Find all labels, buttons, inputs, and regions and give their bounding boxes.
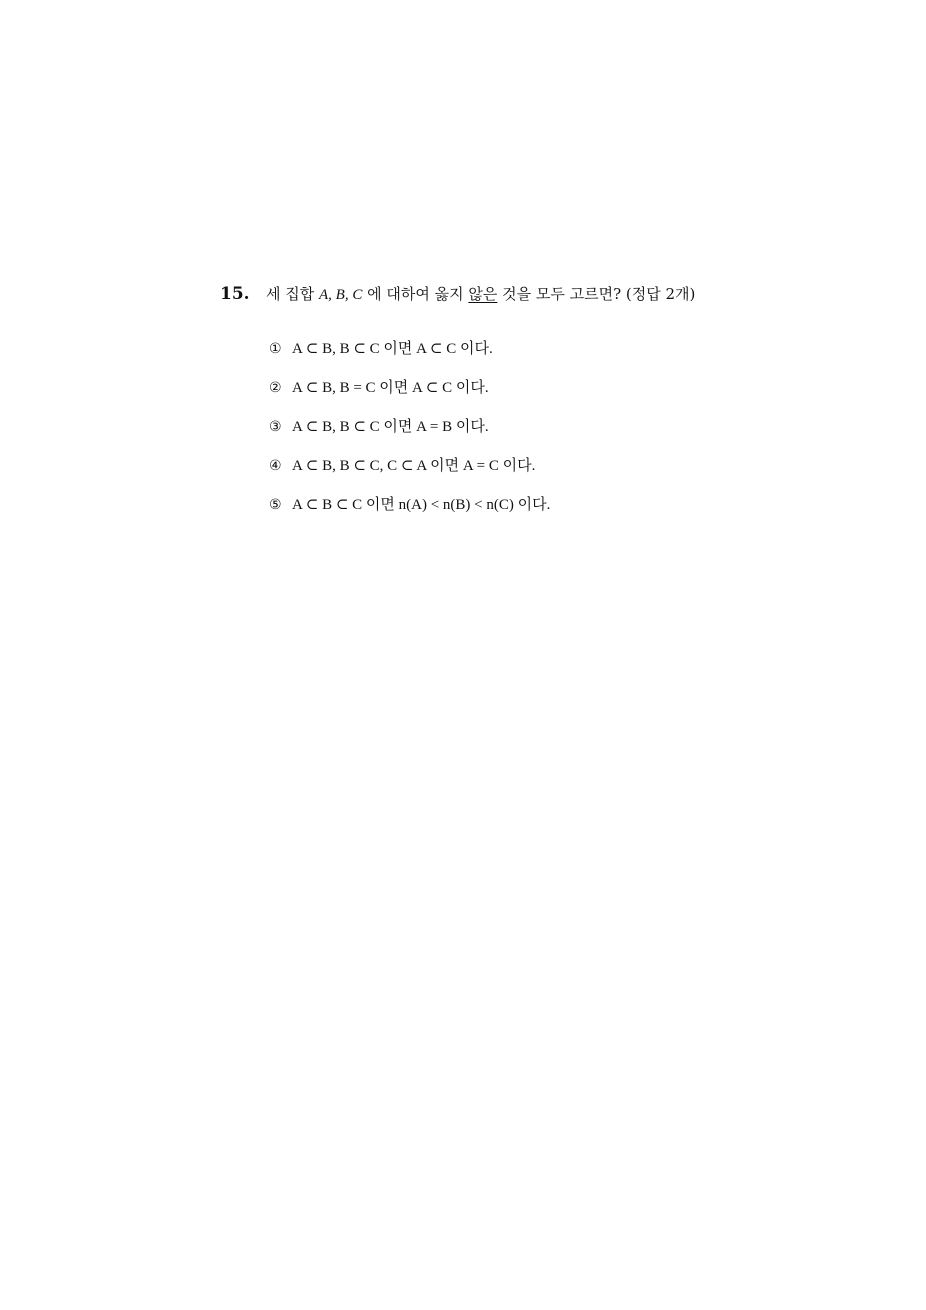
choice-item[interactable] (269, 337, 550, 376)
question-stem (220, 283, 860, 306)
question-text-after: 것을 모두 고르면? (정답 2개) (497, 285, 696, 303)
choice-statement: A ⊂ B ⊂ C 이면 n(A) < n(B) < n(C) 이다. (292, 497, 551, 513)
question-underlined-word: 않은 (468, 285, 498, 303)
choice-statement: A ⊂ B, B ⊂ C 이면 A ⊂ C 이다. (292, 341, 493, 357)
question-sets: A, B, C (319, 287, 363, 303)
choice-item[interactable] (269, 454, 550, 493)
choice-statement: A ⊂ B, B = C 이면 A ⊂ C 이다. (292, 380, 489, 396)
choice-marker: ⑤ (269, 497, 282, 513)
question-text-before: 세 집합 (266, 285, 320, 303)
question-block (220, 283, 860, 513)
question-text (266, 283, 695, 306)
choice-item[interactable] (269, 376, 550, 415)
question-text-middle: 에 대하여 옳지 (362, 285, 469, 303)
choice-marker: ④ (269, 458, 282, 474)
question-number: 15. (220, 284, 250, 304)
choice-marker: ② (269, 380, 282, 396)
choice-marker: ① (269, 341, 282, 357)
choice-list (269, 337, 550, 532)
choice-marker: ③ (269, 419, 282, 435)
choice-statement: A ⊂ B, B ⊂ C, C ⊂ A 이면 A = C 이다. (292, 458, 536, 474)
choice-statement: A ⊂ B, B ⊂ C 이면 A = B 이다. (292, 419, 489, 435)
choice-item[interactable] (269, 415, 550, 454)
choice-item[interactable] (269, 493, 550, 532)
